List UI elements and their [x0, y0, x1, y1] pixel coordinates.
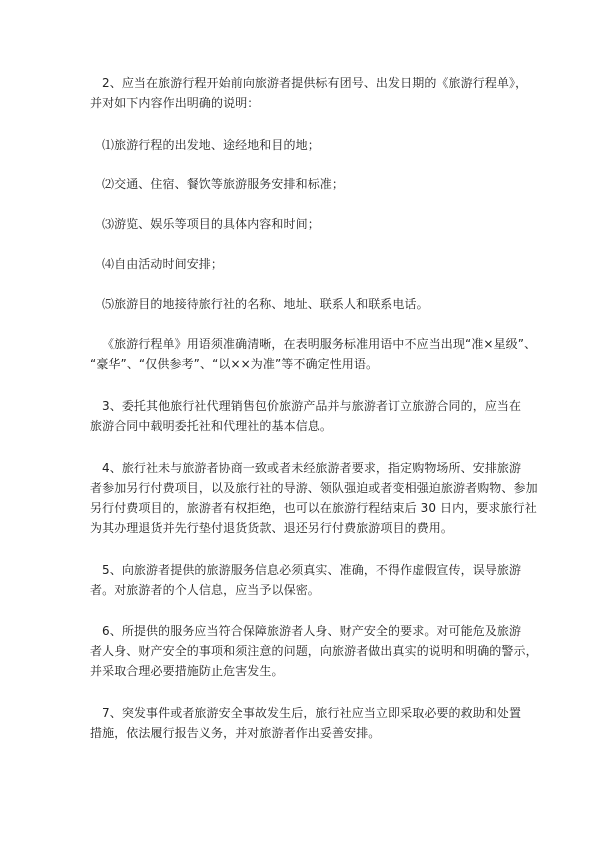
paragraph-line: 7、突发事件或者旅游安全事故发生后，旅行社应当立即采取必要的救助和处置 [102, 706, 522, 720]
paragraph-line: 并对如下内容作出明确的说明： [90, 96, 260, 110]
paragraph-line: 旅游合同中载明委托社和代理社的基本信息。 [90, 419, 333, 433]
paragraph-line: 者参加另行付费项目，以及旅行社的导游、领队强迫或者变相强迫旅游者购物、参加 [90, 481, 538, 495]
paragraph-4-shopping [90, 458, 538, 538]
list-item-local-agency [90, 294, 510, 314]
list-item-sightseeing [90, 214, 510, 234]
paragraph-line: 者。对旅游者的个人信息，应当予以保密。 [90, 583, 320, 597]
paragraph-2-itinerary [90, 73, 528, 113]
paragraph-5-truthful-info [90, 560, 522, 600]
paragraph-itinerary-wording [90, 334, 537, 374]
paragraph-line: 另行付费项目的，旅游者有权拒绝，也可以在旅游行程结束后 30 日内，要求旅行社 [90, 501, 537, 515]
paragraph-line: 措施，依法履行报告义务，并对旅游者作出妥善安排。 [90, 726, 381, 740]
paragraph-line: 2、应当在旅游行程开始前向旅游者提供标有团号、出发日期的《旅游行程单》， [102, 76, 528, 90]
list-item-free-time [90, 254, 510, 274]
paragraph-line: 4、旅行社未与旅游者协商一致或者未经旅游者要求，指定购物场所、安排旅游 [102, 461, 522, 475]
list-item-departure [90, 135, 510, 155]
paragraph-line: 5、向旅游者提供的旅游服务信息必须真实、准确，不得作虚假宣传，误导旅游 [102, 563, 522, 577]
paragraph-6-safety [90, 621, 538, 681]
paragraph-line: ⑷自由活动时间安排； [102, 257, 224, 271]
paragraph-line: 为其办理退货并先行垫付退货货款、退还另行付费旅游项目的费用。 [90, 521, 454, 535]
paragraph-3-agency-info [90, 396, 522, 436]
paragraph-line: ⑵交通、住宿、餐饮等旅游服务安排和标准； [102, 177, 345, 191]
paragraph-line: 《旅游行程单》用语须准确清晰，在表明服务标准用语中不应当出现“准×星级”、 [102, 337, 537, 351]
paragraph-line: 者人身、财产安全的事项和须注意的问题，向旅游者做出真实的说明和明确的警示， [90, 644, 538, 658]
paragraph-line: ⑸旅游目的地接待旅行社的名称、地址、联系人和联系电话。 [102, 297, 429, 311]
paragraph-line: 3、委托其他旅行社代理销售包价旅游产品并与旅游者订立旅游合同的，应当在 [102, 399, 522, 413]
paragraph-line: “豪华”、“仅供参考”、“以××为准”等不确定性用语。 [90, 357, 379, 371]
paragraph-line: ⑶游览、娱乐等项目的具体内容和时间； [102, 217, 320, 231]
paragraph-line: 并采取合理必要措施防止危害发生。 [90, 664, 284, 678]
list-item-transport [90, 174, 510, 194]
paragraph-line: 6、所提供的服务应当符合保障旅游者人身、财产安全的要求。对可能危及旅游 [102, 624, 522, 638]
paragraph-7-emergency [90, 703, 522, 743]
paragraph-line: ⑴旅游行程的出发地、途经地和目的地； [102, 138, 320, 152]
